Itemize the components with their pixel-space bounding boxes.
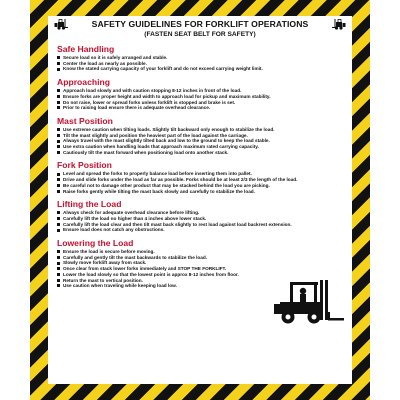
- section-title: Lowering the Load: [57, 238, 134, 249]
- list-item: Always travel with the mast slightly tilted back and low to the ground to keep the load stable.: [56, 138, 348, 144]
- section-title: Lifting the Load: [57, 199, 122, 210]
- list-item: Prior to raising load ensure there is adequate overhead clearance.: [56, 105, 348, 111]
- list-item: Center the load as nearly as possible.: [56, 61, 348, 67]
- section-mast-position: [56, 116, 348, 156]
- list-item: Secure load so it is safely arranged and stable.: [56, 55, 348, 61]
- list-item: Use caution when traveling while keeping load low.: [56, 283, 348, 289]
- section-safe-handling: [56, 44, 348, 72]
- list-item: Once clear from stack lower forks immediately and STOP THE FORKLIFT.: [56, 266, 348, 272]
- section-title: Mast Position: [57, 115, 113, 126]
- list-item: Ensure the load is secure before moving.: [56, 249, 348, 255]
- list-item: Drive and slide forks under the load as far as possible. Forks should be at least 2/3 the length of the load.: [56, 177, 348, 183]
- list-item: Do not raise, lower or spread forks unless forklift is stopped and brake is set.: [56, 100, 348, 106]
- section-title: Safe Handling: [57, 44, 115, 54]
- page-subtitle: (FASTEN SEAT BELT FOR SAFETY): [144, 31, 256, 38]
- list-item: Carefully lift the load clear and then tilt mast back slightly to rest load against load backrest extension.: [56, 222, 348, 228]
- list-item: Tilt the mast slightly and position the heaviest part of the load against the carriage.: [56, 133, 348, 139]
- list-item: Slowly move forklift away from stack.: [56, 260, 348, 266]
- list-item: Ensure load does not catch any obstructions.: [56, 227, 348, 233]
- list-item: Cautiously tilt the mast forward when positioning load onto another stack.: [56, 150, 348, 156]
- list-item: Level and spread the forks to properly balance load before inserting them into pallet.: [56, 171, 348, 177]
- section-title: Fork Position: [57, 160, 112, 171]
- list-item: Return the mast to vertical position.: [56, 278, 348, 284]
- section-title: Approaching: [57, 77, 110, 88]
- list-item: Ensure forks are proper height and width to approach load for pickup and maximum stability.: [56, 94, 348, 100]
- forklift-icon: [270, 274, 344, 326]
- poster-border: [30, 0, 370, 400]
- list-item: Use extra caution when handling loads that approach maximum rated carrying capacity.: [56, 144, 348, 150]
- list-item: Be careful not to damage other product that may be stacked behind the load you are picking.: [56, 183, 348, 189]
- list-item: Use extreme caution when tilting loads. Slightly tilt backward only enough to stabilize the load.: [56, 127, 348, 133]
- list-item: Know the stated carrying capacity of your forklift and do not exceed carrying weight limit.: [56, 66, 348, 72]
- list-item: Carefully lift the load no higher than 4 inches above lower stack.: [56, 216, 348, 222]
- page-title: SAFETY GUIDELINES FOR FORKLIFT OPERATIONS: [91, 19, 309, 29]
- section-lifting-the-load: [56, 199, 348, 233]
- list-item: Carefully and gently tilt the mast backwards to stabilize the load.: [56, 255, 348, 261]
- forklift-icon: [54, 19, 68, 30]
- list-item: Lower the load slowly so that the lowest point is approx 8-12 inches from floor.: [56, 272, 348, 278]
- list-item: Approach load slowly and with caution stopping 8-12 inches in front of the load.: [56, 88, 348, 94]
- section-approaching: [56, 77, 348, 111]
- poster-panel: [48, 16, 352, 384]
- list-item: Raise forks gently while tilting the mast back slowly and carefully to stabilize the load.: [56, 189, 348, 195]
- list-item: Always check for adequate overhead clearance before lifting.: [56, 210, 348, 216]
- guideline-sections: [56, 44, 348, 294]
- section-fork-position: [56, 160, 348, 194]
- forklift-icon: [332, 19, 346, 30]
